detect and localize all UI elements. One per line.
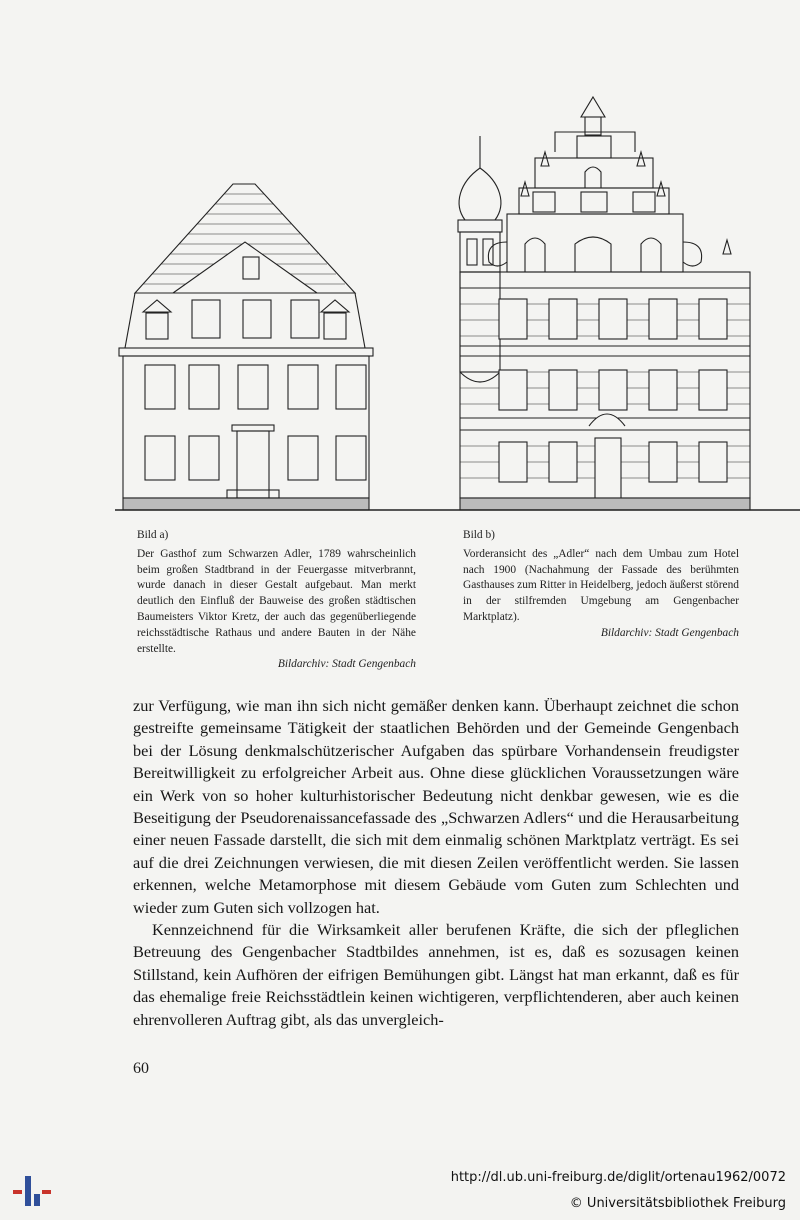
body-paragraph-1: zur Verfügung, wie man ihn sich nicht gemäßer denken kann. Überhaupt zeichnet die schon gestreifte gemeinsame Tätigkeit der staatlichen Behörden und der Gemeinde Gengenbach bei der Lösung denkmalschützerischer Aufgaben das spürbare Vorhandensein freudigster Bereitwilligkeit zu erfolgreicher Arbeit aus. Ohne diese glücklichen Voraussetzungen wäre ein Werk von so hoher kulturhistorischer Bedeutung nicht denkbar gewesen, wie es die Beseitigung der Pseudorenaissancefassade des „Schwarzen Adlers“ und die Herausarbeitung einer neuen Fassade darstellt, die sich mit dem einmalig schönen Marktplatz verträgt. Es sei auf die drei Zeichnungen verwiesen, die mit diesen Zeilen veröffentlicht werden. Sie lassen erkennen, welche Metamorphose mit diesem Gebäude vom Guten zum Schlechten und wieder zum Guten sich vollzogen hat. <box>133 696 739 917</box>
copyright-notice: © Universitätsbibliothek Freiburg <box>569 1196 786 1211</box>
caption-b <box>463 528 739 642</box>
source-url-link[interactable]: http://dl.ub.uni-freiburg.de/diglit/ortenau1962/0072 <box>450 1170 786 1185</box>
caption-a-text: Der Gasthof zum Schwarzen Adler, 1789 wahrscheinlich beim großen Stadtbrand in der Feuergasse mitverbrannt, wurde danach in dieser Gestalt aufgebaut. Man merkt deutlich den Einfluß der Bauweise des großen städtischen Baumeisters Viktor Kretz, der auch das gegenüberliegende reichsstädtische Rathaus und andere Bauten in der Nähe erstellte. <box>137 547 416 655</box>
caption-b-credit: Bildarchiv: Stadt Gengenbach <box>600 626 739 639</box>
caption-a-label: Bild a) <box>137 529 169 541</box>
library-logo-icon <box>12 1170 52 1210</box>
facade-drawing-a <box>119 184 373 510</box>
caption-a-credit: Bildarchiv: Stadt Gengenbach <box>277 658 416 671</box>
body-paragraph-2: Kennzeichnend für die Wirksamkeit aller berufenen Kräfte, die sich der pfleglichen Betreuung des Gengenbacher Stadtbildes annehmen, ist es, daß es sozusagen keinen Stillstand, kein Aufhören der eifrigen Bemühungen gibt. Längst hat man erkannt, daß es für das ehemalige freie Reichsstädtlein keinen wichtigeren, verpflichtenderen, aber auch keinen ehrenvolleren Auftrag gibt, als das unvergleich- <box>133 920 739 1029</box>
caption-b-text: Vorderansicht des „Adler“ nach dem Umbau zum Hotel nach 1900 (Nachahmung der Fassade des berühmten Gasthauses zum Ritter in Heidelberg, jedoch äußerst störend in der stilfremden Umgebung am Gengenbacher Marktplatz). <box>463 547 739 623</box>
page-number: 60 <box>133 1060 149 1077</box>
caption-b-label: Bild b) <box>463 529 495 541</box>
facade-drawing-b <box>458 97 750 510</box>
body-text <box>133 695 739 1031</box>
facade-drawings <box>115 92 800 517</box>
caption-a <box>137 528 416 673</box>
